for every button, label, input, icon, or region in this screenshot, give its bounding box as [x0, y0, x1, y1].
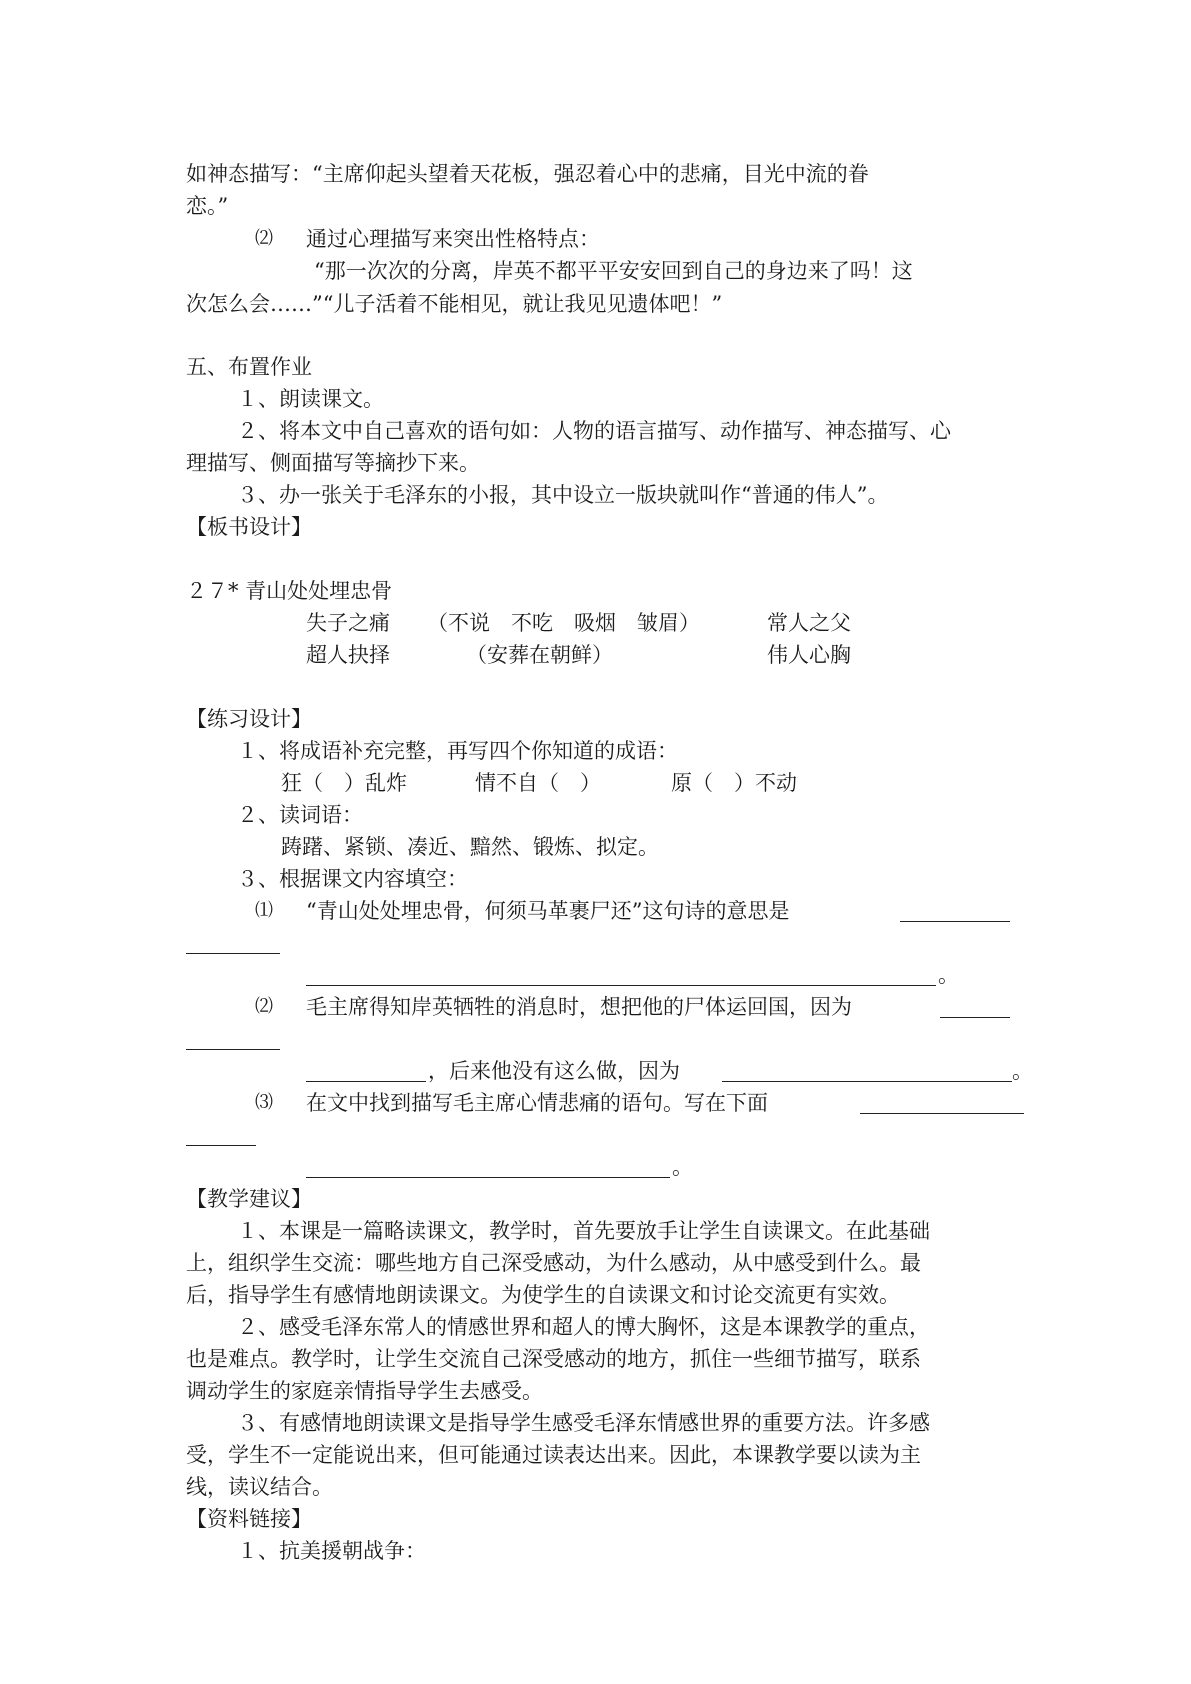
section-heading: 五、布置作业: [186, 355, 312, 379]
list-item: ３、办一张关于毛泽东的小报，其中设立一版块就叫作“普通的伟人”。: [237, 483, 889, 507]
period: 。: [938, 963, 959, 987]
board-cell: （不说 不吃 吸烟 皱眉）: [427, 611, 700, 635]
idiom-blank: 情不自（ ）: [475, 771, 601, 795]
answer-line[interactable]: [940, 1017, 1010, 1018]
paragraph-line: 后，指导学生有感情地朗读课文。为使学生的自读课文和讨论交流更有实效。: [186, 1283, 900, 1307]
item-number: ⑶: [255, 1092, 273, 1113]
exercise-item: ２、读词语：: [237, 803, 363, 827]
answer-line[interactable]: [306, 1081, 426, 1082]
quote-line: 次怎么会……”“儿子活着不能相见，就让我见见遗体吧！”: [186, 292, 723, 316]
answer-line[interactable]: [722, 1081, 1012, 1082]
answer-line[interactable]: [860, 1113, 1024, 1114]
fill-in-question: 在文中找到描写毛主席心情悲痛的语句。写在下面: [306, 1091, 768, 1115]
list-item: 理描写、侧面描写等摘抄下来。: [186, 451, 480, 475]
board-cell: 超人抉择: [306, 643, 390, 667]
board-cell: 失子之痛: [306, 611, 390, 635]
item-number: ⑴: [255, 900, 273, 921]
answer-line[interactable]: [186, 953, 280, 954]
list-item: １、朗读课文。: [237, 387, 384, 411]
board-cell: 常人之父: [767, 611, 851, 635]
idiom-blank: 狂（ ）乱炸: [281, 771, 407, 795]
section-heading: 【资料链接】: [186, 1507, 312, 1531]
paragraph-line: １、本课是一篇略读课文，教学时，首先要放手让学生自读课文。在此基础: [237, 1219, 930, 1243]
answer-line[interactable]: [186, 1049, 280, 1050]
section-heading: 【教学建议】: [186, 1187, 312, 1211]
period: 。: [672, 1155, 693, 1179]
word-list: 踌躇、紧锁、凑近、黯然、锻炼、拟定。: [281, 835, 659, 859]
paragraph-line: 也是难点。教学时，让学生交流自己深受感动的地方，抓住一些细节描写，联系: [186, 1347, 921, 1371]
answer-line[interactable]: [306, 1177, 670, 1178]
section-heading: 【板书设计】: [186, 515, 312, 539]
paragraph-line: 通过心理描写来突出性格特点：: [306, 227, 600, 251]
quote-line: “那一次次的分离，岸英不都平平安安回到自己的身边来了吗！这: [314, 259, 913, 283]
paragraph-line: 线，读议结合。: [186, 1475, 333, 1499]
answer-line[interactable]: [900, 921, 1010, 922]
answer-line[interactable]: [306, 985, 936, 986]
item-number: ⑵: [255, 996, 273, 1017]
fill-in-question: ，后来他没有这么做，因为: [428, 1059, 680, 1083]
idiom-blank: 原（ ）不动: [671, 771, 797, 795]
board-cell: 伟人心胸: [767, 643, 851, 667]
board-title: ２７* 青山处处埋忠骨: [186, 579, 393, 603]
fill-in-question: “青山处处埋忠骨，何须马革裹尸还”这句诗的意思是: [306, 899, 790, 923]
paragraph-line: 上，组织学生交流：哪些地方自己深受感动，为什么感动，从中感受到什么。最: [186, 1251, 921, 1275]
exercise-item: １、将成语补充完整，再写四个你知道的成语：: [237, 739, 678, 763]
answer-line[interactable]: [186, 1145, 256, 1146]
item-number: ⑵: [255, 228, 273, 249]
list-item: １、抗美援朝战争：: [237, 1539, 426, 1563]
paragraph-line: 调动学生的家庭亲情指导学生去感受。: [186, 1379, 543, 1403]
paragraph-line: 受，学生不一定能说出来，但可能通过读表达出来。因此，本课教学要以读为主: [186, 1443, 921, 1467]
exercise-item: ３、根据课文内容填空：: [237, 867, 468, 891]
paragraph-line: ３、有感情地朗读课文是指导学生感受毛泽东情感世界的重要方法。许多感: [237, 1411, 930, 1435]
paragraph-line: ２、感受毛泽东常人的情感世界和超人的博大胸怀，这是本课教学的重点，: [237, 1315, 930, 1339]
period: 。: [1012, 1059, 1033, 1083]
board-cell: （安葬在朝鲜）: [466, 643, 613, 667]
paragraph-line: 恋。”: [186, 194, 229, 218]
fill-in-question: 毛主席得知岸英牺牲的消息时，想把他的尸体运回国，因为: [306, 995, 852, 1019]
list-item: ２、将本文中自己喜欢的语句如：人物的语言描写、动作描写、神态描写、心: [237, 419, 951, 443]
paragraph-line: 如神态描写：“主席仰起头望着天花板，强忍着心中的悲痛，目光中流的眷: [186, 162, 869, 186]
section-heading: 【练习设计】: [186, 707, 312, 731]
